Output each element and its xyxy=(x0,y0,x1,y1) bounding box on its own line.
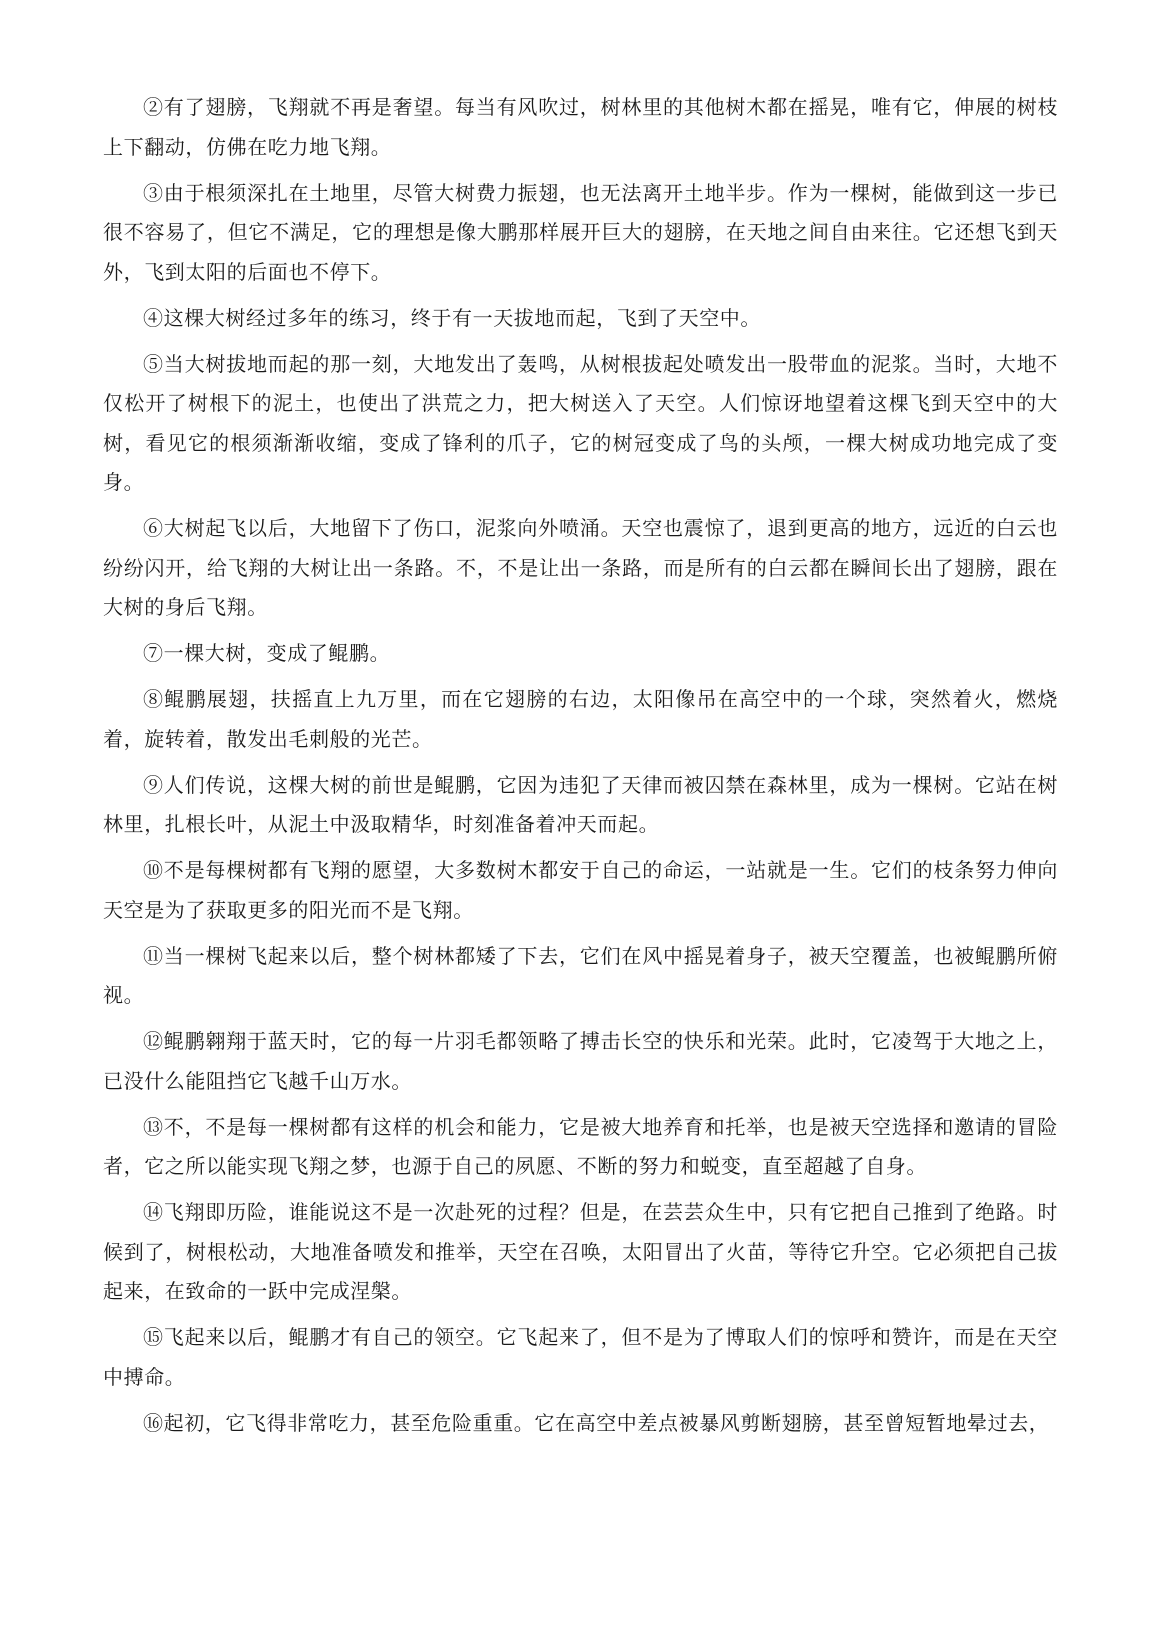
paragraph-5: ⑤当大树拔地而起的那一刻，大地发出了轰鸣，从树根拔起处喷发出一股带血的泥浆。当时，大地不仅松开了树根下的泥土，也使出了洪荒之力，把大树送入了天空。人们惊讶地望着这棵飞到天空中的大树，看见它的根须渐渐收缩，变成了锋利的爪子，它的树冠变成了鸟的头颅，一棵大树成功地完成了变身。 xyxy=(103,351,1058,494)
paragraph-7: ⑦一棵大树，变成了鲲鹏。 xyxy=(143,641,391,665)
paragraph-16: ⑯起初，它飞得非常吃力，甚至危险重重。它在高空中差点被暴风剪断翅膀，甚至曾短暂地晕过去， xyxy=(143,1410,1050,1435)
paragraph-8: ⑧鲲鹏展翅，扶摇直上九万里，而在它翅膀的右边，太阳像吊在高空中的一个球，突然着火，燃烧着，旋转着，散发出毛刺般的光芒。 xyxy=(103,687,1058,751)
paragraph-15: ⑮飞起来以后，鲲鹏才有自己的领空。它飞起来了，但不是为了博取人们的惊呼和赞许，而是在天空中搏命。 xyxy=(103,1325,1058,1389)
paragraph-14: ⑭飞翔即历险，谁能说这不是一次赴死的过程？但是，在芸芸众生中，只有它把自己推到了绝路。时候到了，树根松动，大地准备喷发和推举，天空在召唤，太阳冒出了火苗，等待它升空。它必须把自己拔起来，在致命的一跃中完成涅槃。 xyxy=(103,1200,1058,1303)
paragraph-9: ⑨人们传说，这棵大树的前世是鲲鹏，它因为违犯了天律而被囚禁在森林里，成为一棵树。它站在树林里，扎根长叶，从泥土中汲取精华，时刻准备着冲天而起。 xyxy=(103,772,1058,836)
paragraph-2: ②有了翅膀，飞翔就不再是奢望。每当有风吹过，树林里的其他树木都在摇晃，唯有它，伸展的树枝上下翻动，仿佛在吃力地飞翔。 xyxy=(103,95,1058,159)
paragraph-11: ⑪当一棵树飞起来以后，整个树林都矮了下去，它们在风中摇晃着身子，被天空覆盖，也被鲲鹏所俯视。 xyxy=(103,943,1058,1007)
paragraph-4: ④这棵大树经过多年的练习，终于有一天拔地而起，飞到了天空中。 xyxy=(143,305,761,330)
paragraph-10: ⑩不是每棵树都有飞翔的愿望，大多数树木都安于自己的命运，一站就是一生。它们的枝条努力伸向天空是为了获取更多的阳光而不是飞翔。 xyxy=(103,858,1058,922)
article-body xyxy=(103,88,1058,1450)
paragraph-12: ⑫鲲鹏翱翔于蓝天时，它的每一片羽毛都领略了搏击长空的快乐和光荣。此时，它凌驾于大地之上，已没什么能阻挡它飞越千山万水。 xyxy=(103,1029,1058,1093)
paragraph-3: ③由于根须深扎在土地里，尽管大树费力振翅，也无法离开土地半步。作为一棵树，能做到这一步已很不容易了，但它不满足，它的理想是像大鹏那样展开巨大的翅膀，在天地之间自由来往。它还想飞到天外，飞到太阳的后面也不停下。 xyxy=(103,180,1058,284)
paragraph-13: ⑬不，不是每一棵树都有这样的机会和能力，它是被大地养育和托举，也是被天空选择和邀请的冒险者，它之所以能实现飞翔之梦，也源于自己的夙愿、不断的努力和蜕变，直至超越了自身。 xyxy=(103,1114,1058,1178)
paragraph-6: ⑥大树起飞以后，大地留下了伤口，泥浆向外喷涌。天空也震惊了，退到更高的地方，远近的白云也纷纷闪开，给飞翔的大树让出一条路。不，不是让出一条路，而是所有的白云都在瞬间长出了翅膀，跟在大树的身后飞翔。 xyxy=(103,516,1058,619)
